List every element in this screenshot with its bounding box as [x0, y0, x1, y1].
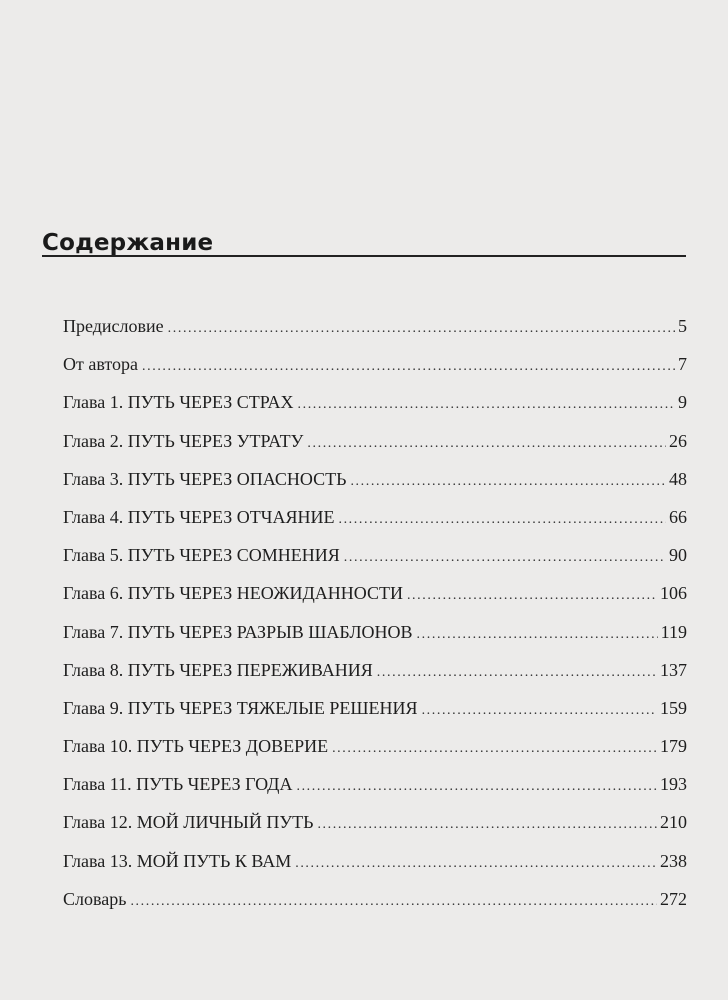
toc-entry — [63, 536, 687, 574]
toc-list — [63, 307, 687, 918]
toc-entry-label: Глава 7. ПУТЬ ЧЕРЕЗ РАЗРЫВ ШАБЛОНОВ — [63, 621, 413, 642]
toc-entry-page: 106 — [660, 583, 687, 604]
toc-entry — [63, 498, 687, 536]
dot-leader — [338, 501, 666, 539]
dot-leader — [332, 730, 657, 768]
toc-entry-label: Глава 4. ПУТЬ ЧЕРЕЗ ОТЧАЯНИЕ — [63, 506, 335, 527]
page-title: Содержание — [42, 230, 214, 256]
title-underline — [42, 255, 686, 257]
toc-entry-page: 119 — [660, 621, 687, 642]
toc-entry-page: 90 — [669, 545, 687, 566]
dot-leader — [130, 883, 657, 921]
dot-leader — [142, 348, 675, 386]
toc-entry — [63, 613, 687, 651]
dot-leader — [295, 845, 657, 883]
dot-leader — [422, 692, 657, 730]
toc-entry — [63, 307, 687, 345]
toc-entry-label: Словарь — [63, 888, 127, 909]
toc-entry — [63, 651, 687, 689]
toc-entry-page: 210 — [660, 812, 687, 833]
toc-entry — [63, 422, 687, 460]
toc-entry-page: 5 — [678, 316, 687, 336]
toc-entry-label: Глава 10. ПУТЬ ЧЕРЕЗ ДОВЕРИЕ — [63, 736, 329, 757]
toc-entry-label: Глава 1. ПУТЬ ЧЕРЕЗ СТРАХ — [63, 392, 294, 413]
toc-entry — [63, 727, 687, 765]
toc-entry-label: Глава 13. МОЙ ПУТЬ К ВАМ — [63, 850, 292, 871]
toc-entry-page: 137 — [660, 659, 687, 680]
dot-leader — [298, 386, 676, 424]
toc-entry-page: 193 — [660, 774, 687, 795]
toc-entry-label: Глава 8. ПУТЬ ЧЕРЕЗ ПЕРЕЖИВАНИЯ — [63, 659, 373, 680]
dot-leader — [317, 806, 657, 844]
toc-entry — [63, 765, 687, 803]
toc-entry-label: Предисловие — [63, 316, 164, 336]
toc-entry-page: 238 — [660, 850, 687, 871]
toc-entry-page: 7 — [678, 354, 687, 375]
toc-entry — [63, 383, 687, 421]
toc-entry-label: Глава 9. ПУТЬ ЧЕРЕЗ ТЯЖЕЛЫЕ РЕШЕНИЯ — [63, 697, 418, 718]
dot-leader — [307, 425, 666, 463]
toc-entry-page: 9 — [678, 392, 687, 413]
toc-entry — [63, 880, 687, 918]
dot-leader — [350, 463, 666, 501]
toc-entry-label: Глава 6. ПУТЬ ЧЕРЕЗ НЕОЖИДАННОСТИ — [63, 583, 403, 604]
toc-entry-label: Глава 12. МОЙ ЛИЧНЫЙ ПУТЬ — [63, 812, 314, 833]
dot-leader — [417, 616, 658, 654]
toc-entry — [63, 689, 687, 727]
toc-entry-page: 159 — [660, 697, 687, 718]
toc-entry-page: 26 — [669, 430, 687, 451]
toc-entry-page: 272 — [660, 888, 687, 909]
toc-entry-label: Глава 2. ПУТЬ ЧЕРЕЗ УТРАТУ — [63, 430, 304, 451]
toc-entry-label: От автора — [63, 354, 139, 375]
toc-entry-page: 66 — [669, 506, 687, 527]
dot-leader — [407, 577, 657, 615]
toc-entry — [63, 345, 687, 383]
toc-entry-label: Глава 3. ПУТЬ ЧЕРЕЗ ОПАСНОСТЬ — [63, 468, 347, 489]
toc-entry-label: Глава 5. ПУТЬ ЧЕРЕЗ СОМНЕНИЯ — [63, 545, 340, 566]
toc-entry-page: 179 — [660, 736, 687, 757]
dot-leader — [377, 654, 657, 692]
dot-leader — [168, 310, 675, 348]
toc-entry — [63, 574, 687, 612]
dot-leader — [296, 768, 657, 806]
dot-leader — [344, 539, 666, 577]
toc-entry — [63, 460, 687, 498]
toc-entry-page: 48 — [669, 468, 687, 489]
toc-entry-label: Глава 11. ПУТЬ ЧЕРЕЗ ГОДА — [63, 774, 293, 795]
toc-entry — [63, 842, 687, 880]
toc-heading — [42, 228, 686, 260]
toc-entry — [63, 803, 687, 841]
